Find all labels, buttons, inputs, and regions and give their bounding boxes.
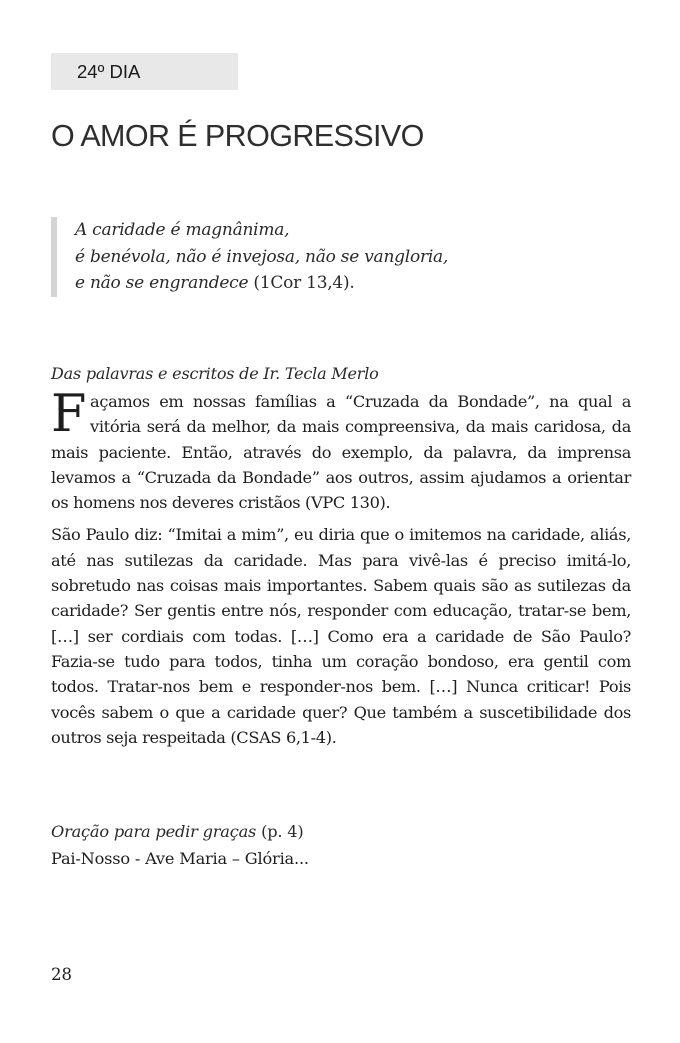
body-text (51, 385, 631, 750)
epigraph-line: é benévola, não é invejosa, não se vangloria, (75, 246, 449, 267)
prayer-page-ref: (p. 4) (256, 822, 304, 841)
prayer-text: Pai-Nosso - Ave Maria – Glória... (51, 849, 309, 868)
drop-cap: F (51, 385, 87, 444)
prayer-label-text: Oração para pedir graças (51, 822, 257, 841)
epigraph-line-last (75, 270, 545, 297)
epigraph-line: A caridade é magnânima, (75, 220, 290, 240)
page-number: 28 (51, 965, 72, 984)
epigraph-quote (51, 217, 545, 297)
paragraph-1-text: açamos em nossas famílias a “Cruzada da Bondade”, na qual a vitória será da melhor, da mais compreensiva, da mais caridosa, da mais paciente. Então, através do exemplo, da palavra, da imprensa levamos a “Cruzada da Bondade” aos outros, assim ajudamos a orientar os homens nos deveres cristãos (VPC 130). (51, 392, 631, 513)
epigraph-line-text: e não se engrandece (75, 273, 249, 293)
paragraph-2: São Paulo diz: “Imitai a mim”, eu diria que o imitemos na caridade, aliás, até nas sutilezas da caridade. Mas para vivê-las é preciso imitá-lo, sobretudo nas coisas mais importantes. Sabem quais são as sutilezas da caridade? Ser gentis entre nós, responder com educação, tratar-se bem, […] ser cordiais com todas. […] Como era a caridade de São Paulo? Fazia-se tudo para todos, tinha um coração bondoso, era gentil com todos. Tratar-nos bem e responder-nos bem. […] Nunca criticar! Pois vocês sabem o que a caridade quer? Que também a suscetibilidade dos outros seja respeitada (CSAS 6,1-4). (51, 525, 631, 747)
day-label: 24º DIA (51, 53, 238, 90)
paragraph-1 (51, 385, 631, 515)
prayer-label (51, 822, 304, 841)
source-label: Das palavras e escritos de Ir. Tecla Merlo (51, 364, 379, 383)
epigraph-reference: (1Cor 13,4). (248, 273, 355, 293)
page-title: O AMOR É PROGRESSIVO (51, 119, 424, 153)
